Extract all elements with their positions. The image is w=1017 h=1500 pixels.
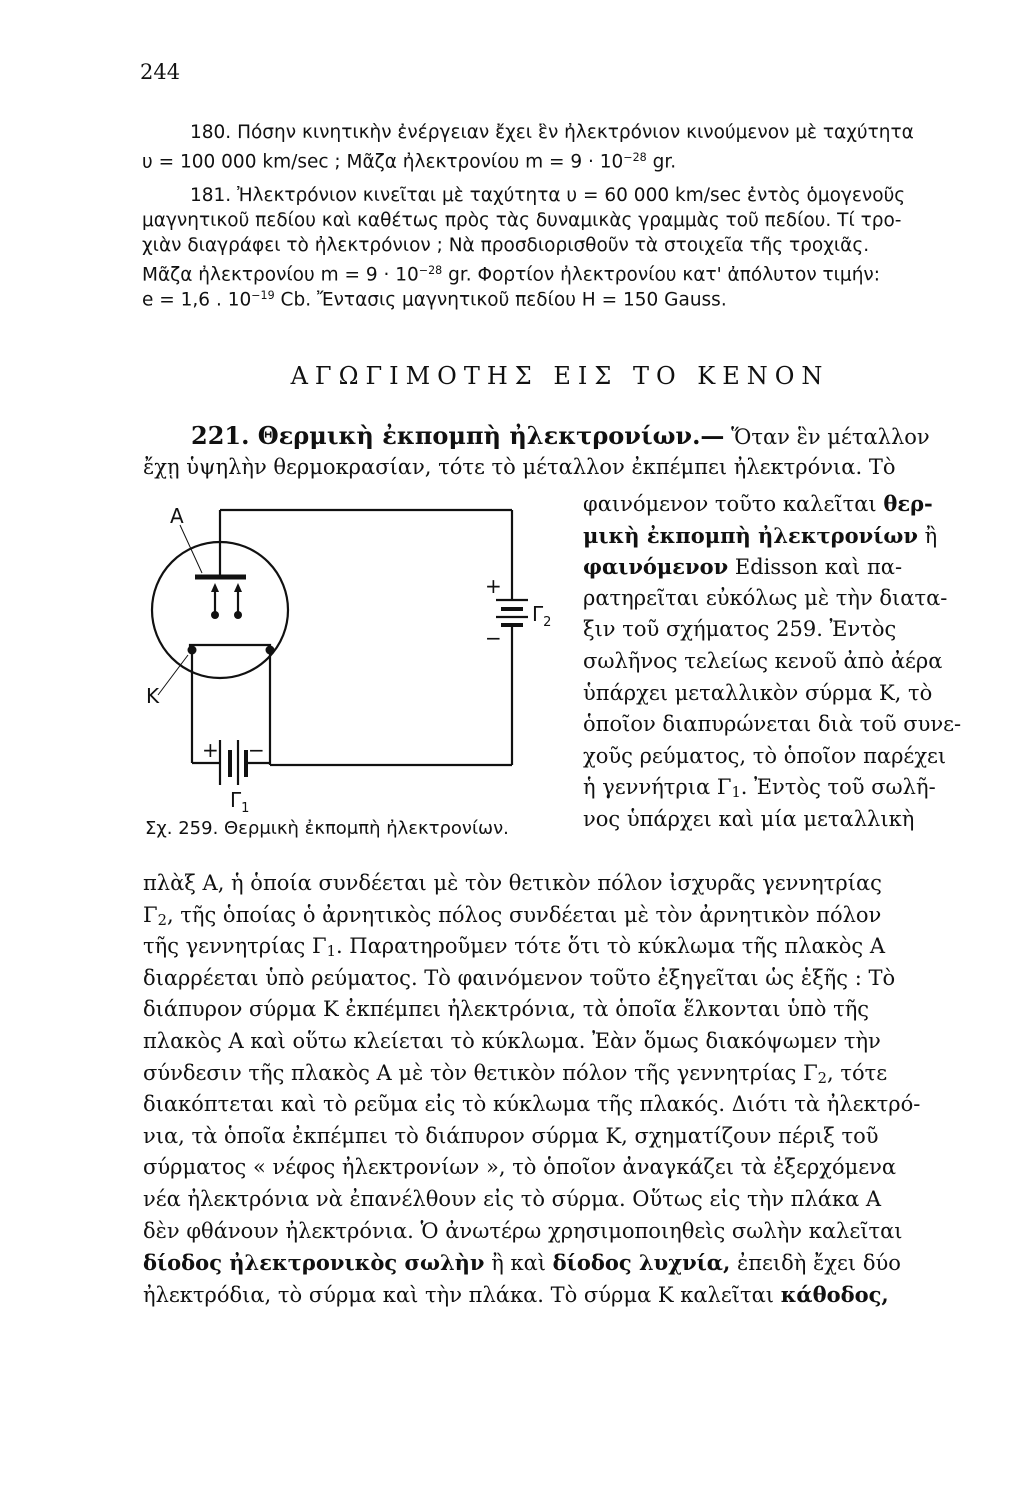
problem-181-line-4 [142,258,982,286]
problem-180 [142,120,982,173]
exponent: −19 [251,289,275,302]
text-run: τῆς γεννητρίας Γ [143,934,327,959]
text-line: χοῦς ρεύματος, τὸ ὁποῖον παρέχει [583,743,947,768]
text-run: Μᾶζα ἠλεκτρονίου m = 9 · 10 [142,264,419,286]
chapter-heading: ΑΓΩΓΙΜΟΤΗΣ ΕΙΣ ΤΟ ΚΕΝΟΝ [290,362,830,390]
text-line: σωλῆνος τελείως κενοῦ ἀπὸ ἀέρα [583,648,943,673]
text-line: νέα ἠλεκτρόνια νὰ ἐπανέλθουν εἰς τὸ σύρμα. Οὕτως εἰς τὴν πλάκα Α [143,1186,882,1211]
label-k: K [146,684,160,708]
text-line: ὁποῖον διαπυρώνεται διὰ τοῦ συνε- [583,712,962,737]
bold-term: μικὴ ἐκπομπὴ ἠλεκτρονίων [583,522,918,548]
electron-dot [234,611,242,619]
exponent: −28 [418,264,443,277]
section-body [143,868,993,1310]
terminal-dot [188,646,197,655]
text-line [583,772,998,804]
label-g1 [230,788,249,815]
text-run: gr. Φορτίον ἠλεκτρονίου κατ' ἀπόλυτον τιμήν: [442,264,880,286]
label-leader [158,655,188,695]
problem-181-line-5 [142,283,982,311]
text-line: ρατηρεῖται εὐκόλως μὲ τὴν διατα- [583,585,948,610]
battery-g1-plus: + [202,738,219,762]
bold-term: δίοδος λυχνία, [552,1250,731,1276]
text-run: . Ἐντὸς τοῦ σωλῆ- [740,775,936,800]
subscript: 2 [157,911,167,929]
text-line [143,1058,993,1090]
battery-g1-minus: − [248,738,265,762]
text-line: ξιν τοῦ σχήματος 259. Ἐντὸς [583,617,897,642]
section-line-1 [143,420,993,452]
problem-181-line-2: μαγνητικοῦ πεδίου καὶ καθέτως πρὸς τὰς δυναμικὰς γραμμὰς τοῦ πεδίου. Τί τρο- [142,210,902,231]
battery-g2-minus: − [485,626,502,650]
text-line: νος ὑπάρχει καὶ μία μεταλλικὴ [583,806,915,831]
bold-term: φαινόμενον [583,554,729,580]
figure-caption: Σχ. 259. Θερμικὴ ἐκπομπὴ ἠλεκτρονίων. [145,818,509,839]
text-line: δὲν φθάνουν ἠλεκτρόνια. Ὁ ἀνωτέρω χρησιμοποιηθεὶς σωλὴν καλεῖται [143,1218,903,1243]
text-line [143,1247,993,1279]
subscript: 2 [817,1069,828,1087]
section-line-2: ἔχῃ ὑψηλὴν θερμοκρασίαν, τότε τὸ μέταλλον ἐκπέμπει ἠλεκτρόνια. Τὸ [143,454,896,479]
text-line: διαρρέεται ὑπὸ ρεύματος. Τὸ φαινόμενον τοῦτο ἐξηγεῖται ὡς ἑξῆς : Τὸ [143,965,896,990]
label-g1-letter: Γ [230,788,242,812]
text-line: διακόπτεται καὶ τὸ ρεῦμα εἰς τὸ κύκλωμα τῆς πλακός. Διότι τὰ ἠλεκτρό- [143,1092,921,1117]
text-line [583,520,998,552]
text-run: υ = 100 000 km/sec ; Μᾶζα ἠλεκτρονίου m = 9 · 10 [142,151,624,173]
label-g2-sub: 2 [543,615,552,630]
section-intro [143,420,993,483]
text-run: . Παρατηροῦμεν τότε ὅτι τὸ κύκλωμα τῆς πλακὸς Α [335,934,886,959]
text-line: πλὰξ Α, ἡ ὁποία συνδέεται μὲ τὸν θετικὸν πόλον ἰσχυρᾶς γεννητρίας [143,871,882,895]
problem-181 [142,183,982,311]
exponent: −28 [623,151,647,164]
text-run: , τότε [827,1060,888,1085]
label-leader [180,525,202,573]
page-number: 244 [140,60,181,84]
text-line [583,551,998,583]
bold-term: κάθοδος, [780,1281,889,1307]
problem-181-line-1: 181. Ἠλεκτρόνιον κινεῖται μὲ ταχύτητα υ = 60 000 km/sec ἐντὸς ὁμογενοῦς [190,185,906,206]
text-line [583,488,998,520]
text-run: ἐπειδὴ ἔχει δύο [730,1251,901,1276]
subscript: 1 [326,943,336,961]
text-run: Edisson καὶ πα- [728,555,903,580]
text-run: σύνδεσιν τῆς πλακὸς Α μὲ τὸν θετικὸν πόλον τῆς γεννητρίας Γ [143,1060,818,1085]
text-line: σύρματος « νέφος ἠλεκτρονίων », τὸ ὁποῖον ἀναγκάζει τὰ ἐξερχόμενα [143,1155,897,1180]
problem-180-line-1: 180. Πόσην κινητικὴν ἐνέργειαν ἔχει ἓν ἠλεκτρόνιον κινούμενον μὲ ταχύτητα [190,122,914,143]
text-line: νια, τὰ ὁποῖα ἐκπέμπει τὸ διάπυρον σύρμα Κ, σχηματίζουν πέριξ τοῦ [143,1123,879,1148]
terminal-dot [266,646,275,655]
label-g2-letter: Γ [532,602,544,626]
section-right-column [583,488,998,836]
electron-dot [211,611,219,619]
text-run: Ὅταν ἓν μέταλλον [724,425,930,449]
text-run: , τῆς ὁποίας ὁ ἀρνητικὸς πόλος συνδέεται μὲ τὸν ἀρνητικὸν πόλον [166,902,882,927]
text-run: Cb. Ἔντασις μαγνητικοῦ πεδίου H = 150 Gauss. [274,289,727,311]
text-line: πλακὸς Α καὶ οὕτω κλείεται τὸ κύκλωμα. Ἐὰν ὅμως διακόψωμεν τὴν [143,1028,881,1053]
text-run: ἢ καὶ [484,1251,553,1276]
section-title: 221. Θερμικὴ ἐκπομπὴ ἠλεκτρονίων.— [191,421,725,450]
text-run: ἠλεκτρόδια, τὸ σύρμα καὶ τὴν πλάκα. Τὸ σύρμα Κ καλεῖται [143,1282,781,1307]
text-run: gr. [646,151,677,173]
text-run: ἢ [917,523,938,548]
text-run: e = 1,6 . 10 [142,289,252,311]
label-a: A [170,504,184,528]
text-line: ὑπάρχει μεταλλικὸν σύρμα Κ, τὸ [583,680,933,705]
figure-259-diagram [140,495,580,815]
bold-term: θερ- [883,491,933,516]
problem-181-line-3: χιὰν διαγράφει τὸ ἠλεκτρόνιον ; Νὰ προσδιορισθοῦν τὰ στοιχεῖα τῆς τροχιᾶς. [142,235,870,256]
label-g2 [532,602,551,630]
text-run: φαινόμενον τοῦτο καλεῖται [583,492,884,516]
problem-180-line-2 [142,145,982,173]
text-run: Γ [143,902,158,927]
subscript: 1 [731,784,741,802]
arrow-head [211,583,219,592]
label-g1-sub: 1 [241,801,250,815]
arrow-head [234,583,242,592]
text-line [143,931,993,963]
text-line: διάπυρον σύρμα Κ ἐκπέμπει ἠλεκτρόνια, τὰ ὁποῖα ἕλκονται ὑπὸ τῆς [143,997,870,1022]
text-run: ἡ γεννήτρια Γ [583,775,732,800]
text-line [143,900,993,932]
bold-term: δίοδος ἠλεκτρονικὸς σωλὴν [143,1250,485,1276]
text-line [143,1279,993,1311]
battery-g2-plus: + [485,574,502,598]
filament-k [190,645,270,650]
